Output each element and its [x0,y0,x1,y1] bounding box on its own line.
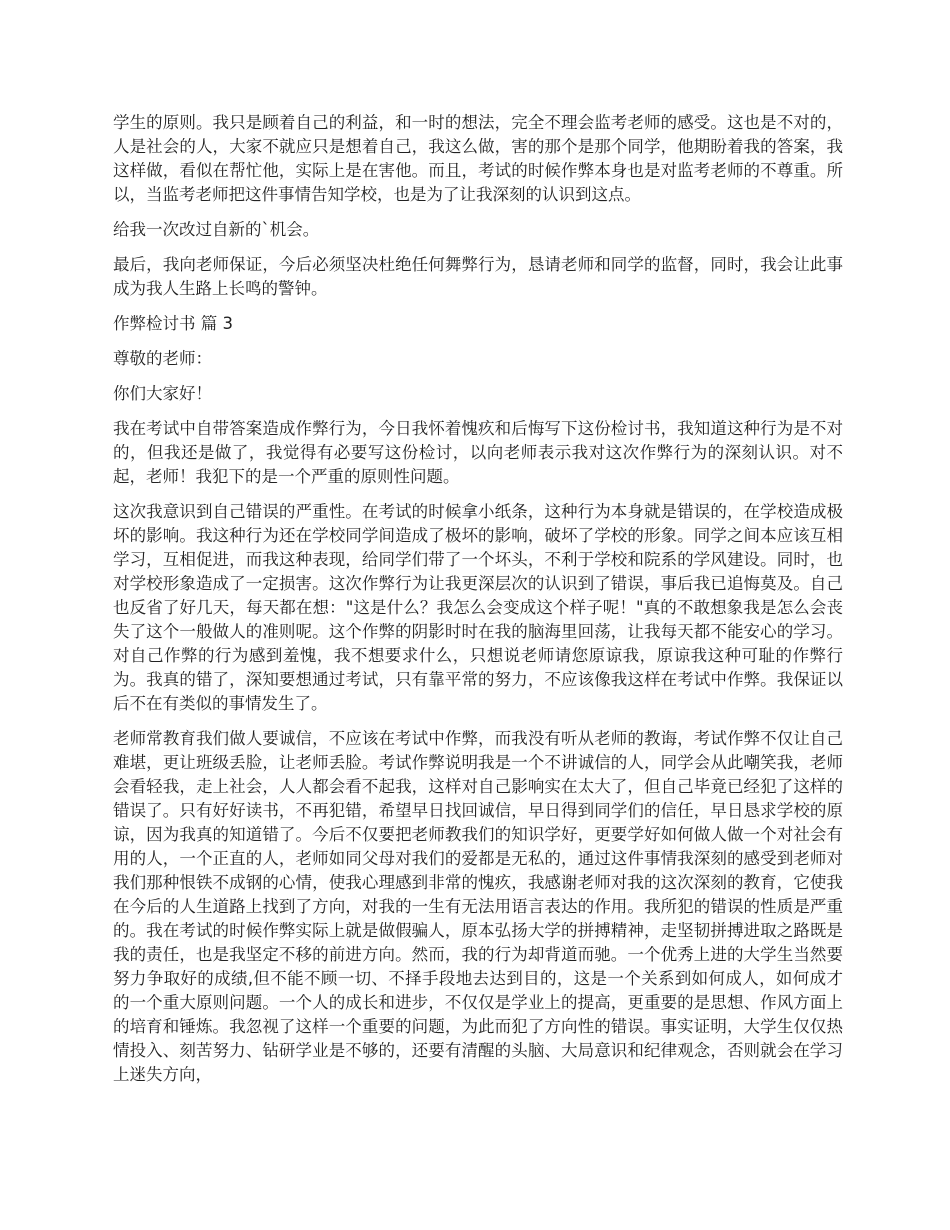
salutation: 尊敬的老师： [113,349,212,368]
section-heading: 作弊检讨书 篇 3 [113,314,233,333]
document-body [113,111,843,1098]
greeting: 你们大家好！ [113,384,212,403]
paragraph-confession: 我在考试中自带答案造成作弊行为，今日我怀着愧疚和后悔写下这份检讨书，我知道这种行为是不对的，但我还是做了，我觉得有必要写这份检讨，以向老师表示我对这次作弊行为的深刻认识。对不起，老师！我犯下的是一个严重的原则性问题。 [113,419,843,486]
paragraph-chance: 给我一次改过自新的`机会。 [113,220,320,239]
paragraph-realization: 这次我意识到自己错误的严重性。在考试的时候拿小纸条，这种行为本身就是错误的，在学校造成极坏的影响。我这种行为还在学校同学间造成了极坏的影响，破坏了学校的形象。同学之间本应该互相学习，互相促进，而我这种表现，给同学们带了一个坏头，不利于学校和院系的学风建设。同时，也对学校形象造成了一定损害。这次作弊行为让我更深层次的认识到了错误，事后我已追悔莫及。自己也反省了好几天，每天都在想："这是什么？我怎么会变成这个样子呢！"真的不敢想象我是怎么会丧失了这个一般做人的准则呢。这个作弊的阴影时时在我的脑海里回荡，让我每天都不能安心的学习。对自己作弊的行为感到羞愧，我不想要求什么，只想说老师请您原谅我，原谅我这种可耻的作弊行为。我真的错了，深知要想通过考试，只有靠平常的努力，不应该像我这样在考试中作弊。我保证以后不在有类似的事情发生了。 [113,502,843,713]
paragraph-principle: 学生的原则。我只是顾着自己的利益，和一时的想法，完全不理会监考老师的感受。这也是不对的，人是社会的人，大家不就应只是想着自己，我这么做，害的那个是那个同学，他期盼着我的答案，我这样做，看似在帮忙他，实际上是在害他。而且，考试的时候作弊本身也是对监考老师的不尊重。所以，当监考老师把这件事情告知学校，也是为了让我深刻的认识到这点。 [113,113,843,204]
paragraph-promise: 最后，我向老师保证，今后必须坚决杜绝任何舞弊行为，恳请老师和同学的监督，同时，我会让此事成为我人生路上长鸣的警钟。 [113,255,843,298]
paragraph-integrity: 老师常教育我们做人要诚信，不应该在考试中作弊，而我没有听从老师的教诲，考试作弊不仅让自己难堪，更让班级丢脸，让老师丢脸。考试作弊说明我是一个不讲诚信的人，同学会从此嘲笑我，老师会看轻我，走上社会，人人都会看不起我，这样对自己影响实在太大了，但自己毕竟已经犯了这样的错误了。只有好好读书，不再犯错，希望早日找回诚信，早日得到同学们的信任，早日恳求学校的原谅，因为我真的知道错了。今后不仅要把老师教我们的知识学好，更要学好如何做人做一个对社会有用的人，一个正直的人，老师如同父母对我们的爱都是无私的，通过这件事情我深刻的感受到老师对我们那种恨铁不成钢的心情，使我心理感到非常的愧疚，我感谢老师对我的这次深刻的教育，它使我在今后的人生道路上找到了方向，对我的一生有无法用语言表达的作用。我所犯的错误的性质是严重的。我在考试的时候作弊实际上就是做假骗人，原本弘扬大学的拼搏精神，走坚韧拼搏进取之路既是我的责任，也是我坚定不移的前进方向。然而，我的行为却背道而驰。一个优秀上进的大学生当然要努力争取好的成绩,但不能不顾一切、不择手段地去达到目的，这是一个关系到如何成人，如何成才的一个重大原则问题。一个人的成长和进步，不仅仅是学业上的提高，更重要的是思想、作风方面上的培育和锤炼。我忽视了这样一个重要的问题，为此而犯了方向性的错误。事实证明，大学生仅仅热情投入、刻苦努力、钻研学业是不够的，还要有清醒的头脑、大局意识和纪律观念，否则就会在学习上迷失方向， [113,729,843,1084]
